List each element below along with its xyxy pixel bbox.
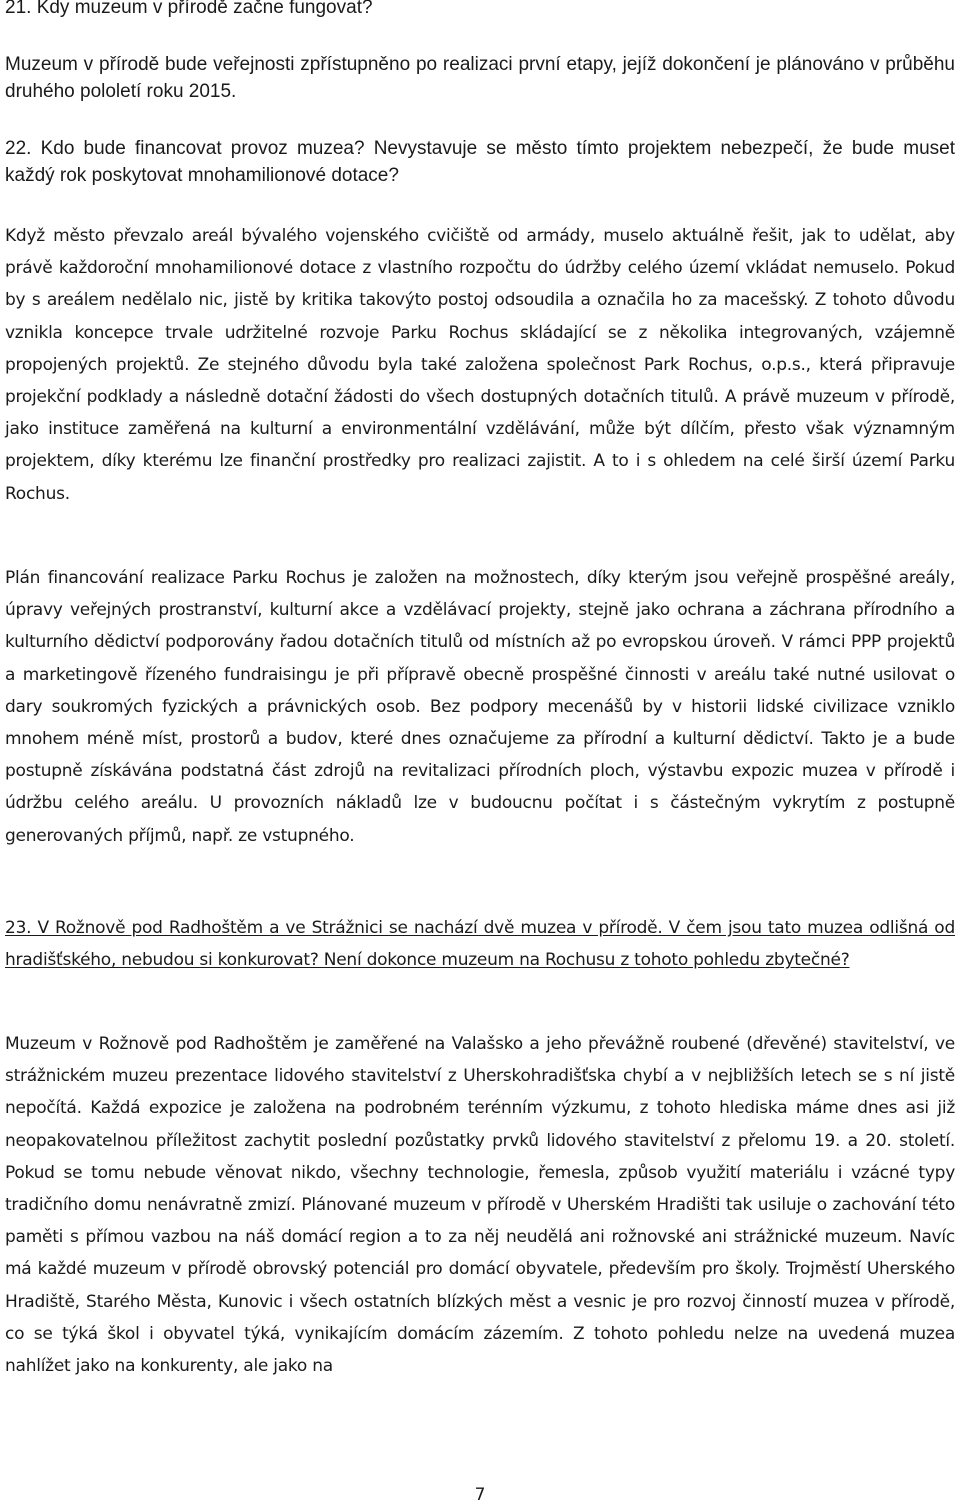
question-23-paragraph: Muzeum v Rožnově pod Radhoštěm je zaměřené na Valašsko a jeho převážně roubené (dřevěné) stavitelství, ve strážnickém muzeu prezentace lidového stavitelství z Uherskohradišťska chybí a v nejbližších letech se s ní jistě nepočítá. Každá expozice je založena na podrobném terénním výzkumu, z tohoto hlediska máme dnes asi již neopakovatelnou příležitost zachytit poslední pozůstatky prvků lidového stavitelství z přelomu 19. a 20. století. Pokud se tomu nebude věnovat nikdo, všechny technologie, řemesla, způsob využití materiálu i vzácné typy tradičního domu nenávratně zmizí. Plánované muzeum v přírodě v Uherském Hradišti tak usiluje o zachování této paměti s přímou vazbou na náš domácí region a to za něj neudělá ani rožnovské ani strážnické muzeum. Navíc má každé muzeum v přírodě obrovský potenciál pro domácí obyvatele, především pro školy. Trojměstí Uherského Hradiště, Starého Města, Kunovic i všech ostatních blízkých měst a vesnic je pro rozvoj činností muzea v přírodě, co se týká škol i obyvatel týká, vynikajícím domácím zázemím. Z tohoto pohledu nelze na uvedená muzea nahlížet jako na konkurenty, ale jako na	[5, 1034, 955, 1377]
question-22-paragraph-2: Plán financování realizace Parku Rochus je založen na možnostech, díky kterým jsou veřejně prospěšné areály, úpravy veřejných prostranství, kulturní akce a vzdělávací projekty, stejně jako ochrana a záchrana přírodního a kulturního dědictví podporovány řadou dotačních titulů od místních až po evropskou úroveň. V rámci PPP projektů a marketingově řízeného fundraisingu je při přípravě obecně prospěšné činnosti v areálu také nutné usilovat o dary soukromých fyzických a právnických osob. Bez podpory mecenášů by v historii lidské civilizace vzniklo mnohem méně míst, prostorů a budov, které dnes označujeme za přírodní a kulturní dědictví. Takto je a bude postupně získávána podstatná část zdrojů na revitalizaci přírodních ploch, výstavbu expozic muzea v přírodě i údržbu celého areálu. U provozních nákladů lze v budoucnu počítat i s částečným vykrytím z postupně generovaných příjmů, např. ze vstupného.	[5, 568, 955, 846]
question-21-heading: 21. Kdy muzeum v přírodě začne fungovat?	[5, 0, 373, 18]
question-21-answer: Muzeum v přírodě bude veřejnosti zpřístupněno po realizaci první etapy, jejíž dokončení je plánováno v průběhu druhého pololetí roku 2015.	[5, 54, 955, 102]
page-number: 7	[474, 1485, 486, 1505]
question-22-heading: 22. Kdo bude financovat provoz muzea? Nevystavuje se město tímto projektem nebezpečí, že bude muset každý rok poskytovat mnohamilionové dotace?	[5, 138, 955, 186]
question-23-heading: 23. V Rožnově pod Radhoštěm a ve Strážnici se nachází dvě muzea v přírodě. V čem jsou tato muzea odlišná od hradišťského, nebudou si konkurovat? Není dokonce muzeum na Rochusu z tohoto pohledu zbytečné?	[5, 918, 955, 971]
question-22-paragraph-1: Když město převzalo areál bývalého vojenského cvičiště od armády, muselo aktuálně řešit, jak to udělat, aby právě každoroční mnohamilionové dotace z vlastního rozpočtu do údržby celého území vkládat nemuselo. Pokud by s areálem nedělalo nic, jistě by kritika takovýto postoj odsoudila a označila ho za macešský. Z tohoto důvodu vznikla koncepce trvale udržitelné rozvoje Parku Rochus skládající se z několika integrovaných, vzájemně propojených projektů. Ze stejného důvodu byla také založena společnost Park Rochus, o.p.s., která připravuje projekční podklady a následně dotační žádosti do všech dostupných dotačních titulů. A právě muzeum v přírodě, jako instituce zaměřená na kulturní a environmentální vzdělávání, může být dílčím, přesto však významným projektem, díky kterému lze finanční prostředky pro realizaci zajistit. A to i s ohledem na celé širší území Parku Rochus.	[5, 226, 955, 504]
